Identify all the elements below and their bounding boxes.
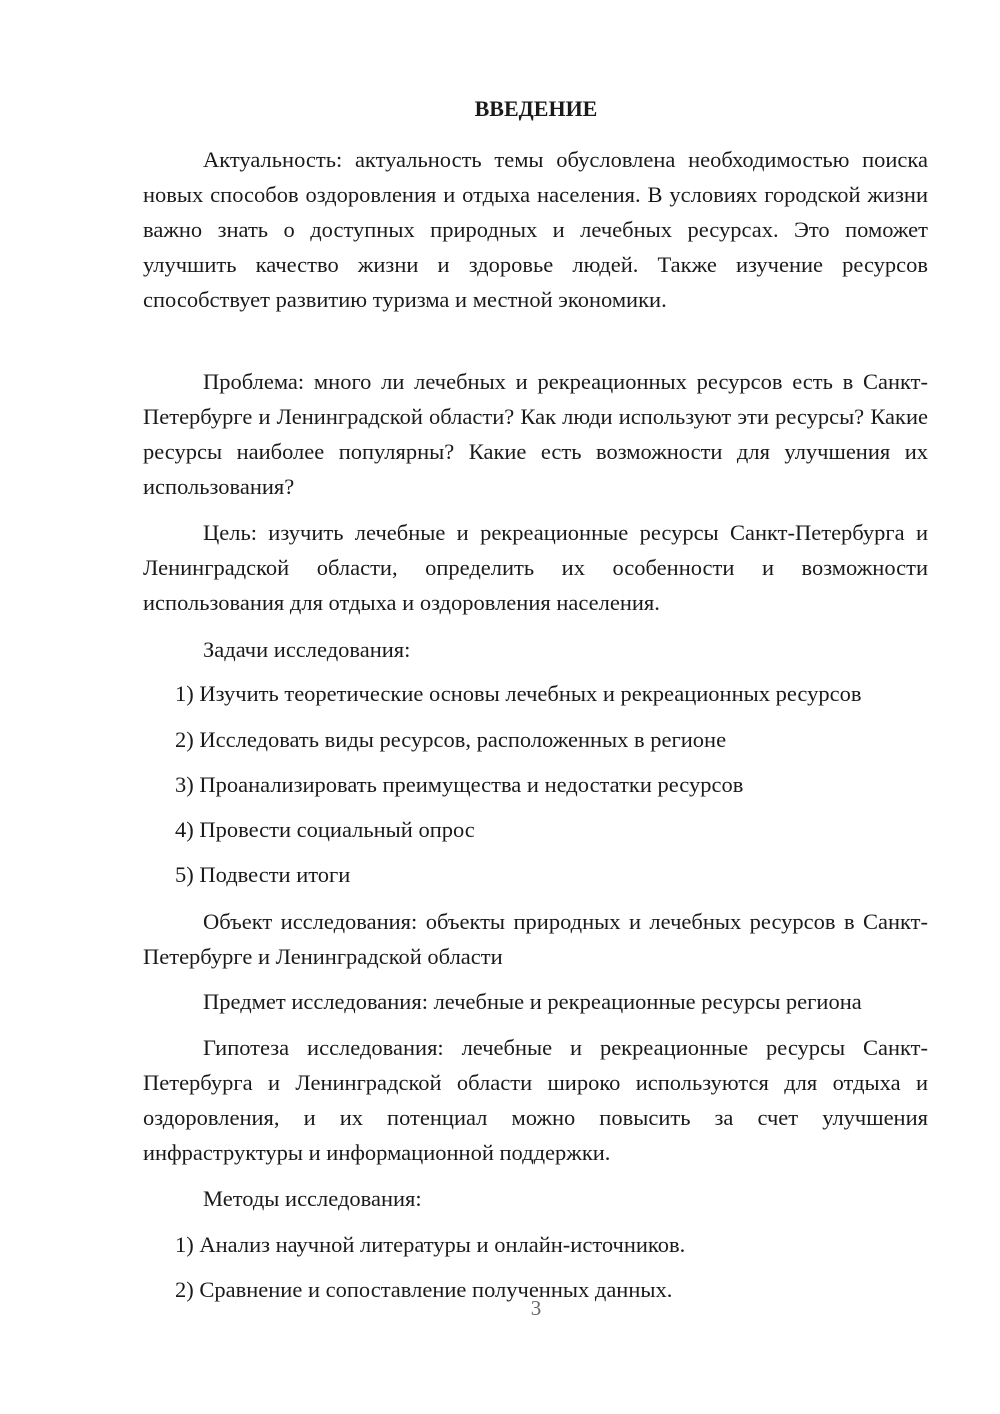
method-item: 2) Сравнение и сопоставление полученных данных. [175,1277,673,1302]
hypothesis-paragraph: Гипотеза исследования: лечебные и рекреационные ресурсы Санкт-Петербурга и Ленинградской области широко используются для отдыха и оздоровления, и их потенциал можно повысить за счет улучшения инфраструктуры и информационной поддержки. [143,1035,928,1165]
relevance-paragraph: Актуальность: актуальность темы обусловлена необходимостью поиска новых способов оздоровления и отдыха населения. В условиях городской жизни важно знать о доступных природных и лечебных ресурсах. Это поможет улучшить качество жизни и здоровье людей. Также изучение ресурсов способствует развитию туризма и местной экономики. [143,147,928,312]
goal-paragraph: Цель: изучить лечебные и рекреационные ресурсы Санкт-Петербурга и Ленинградской области, определить их особенности и возможности использования для отдыха и оздоровления населения. [143,520,928,615]
method-item: 1) Анализ научной литературы и онлайн-источников. [175,1232,686,1257]
methods-heading: Методы исследования: [203,1186,422,1211]
page-number: 3 [530,1296,542,1320]
object-paragraph: Объект исследования: объекты природных и лечебных ресурсов в Санкт-Петербурге и Ленинградской области [143,909,928,969]
tasks-heading: Задачи исследования: [203,637,411,662]
task-item: 2) Исследовать виды ресурсов, расположенных в регионе [175,727,727,752]
problem-paragraph: Проблема: много ли лечебных и рекреационных ресурсов есть в Санкт-Петербурге и Ленинградской области? Как люди используют эти ресурсы? Какие ресурсы наиболее популярны? Какие есть возможности для улучшения их использования? [143,369,928,499]
task-item: 5) Подвести итоги [175,862,351,887]
subject-paragraph: Предмет исследования: лечебные и рекреационные ресурсы региона [203,989,862,1014]
page-title: ВВЕДЕНИЕ [474,96,598,121]
task-item: 3) Проанализировать преимущества и недостатки ресурсов [175,772,744,797]
task-item: 1) Изучить теоретические основы лечебных и рекреационных ресурсов [175,681,862,706]
task-item: 4) Провести социальный опрос [175,817,475,842]
